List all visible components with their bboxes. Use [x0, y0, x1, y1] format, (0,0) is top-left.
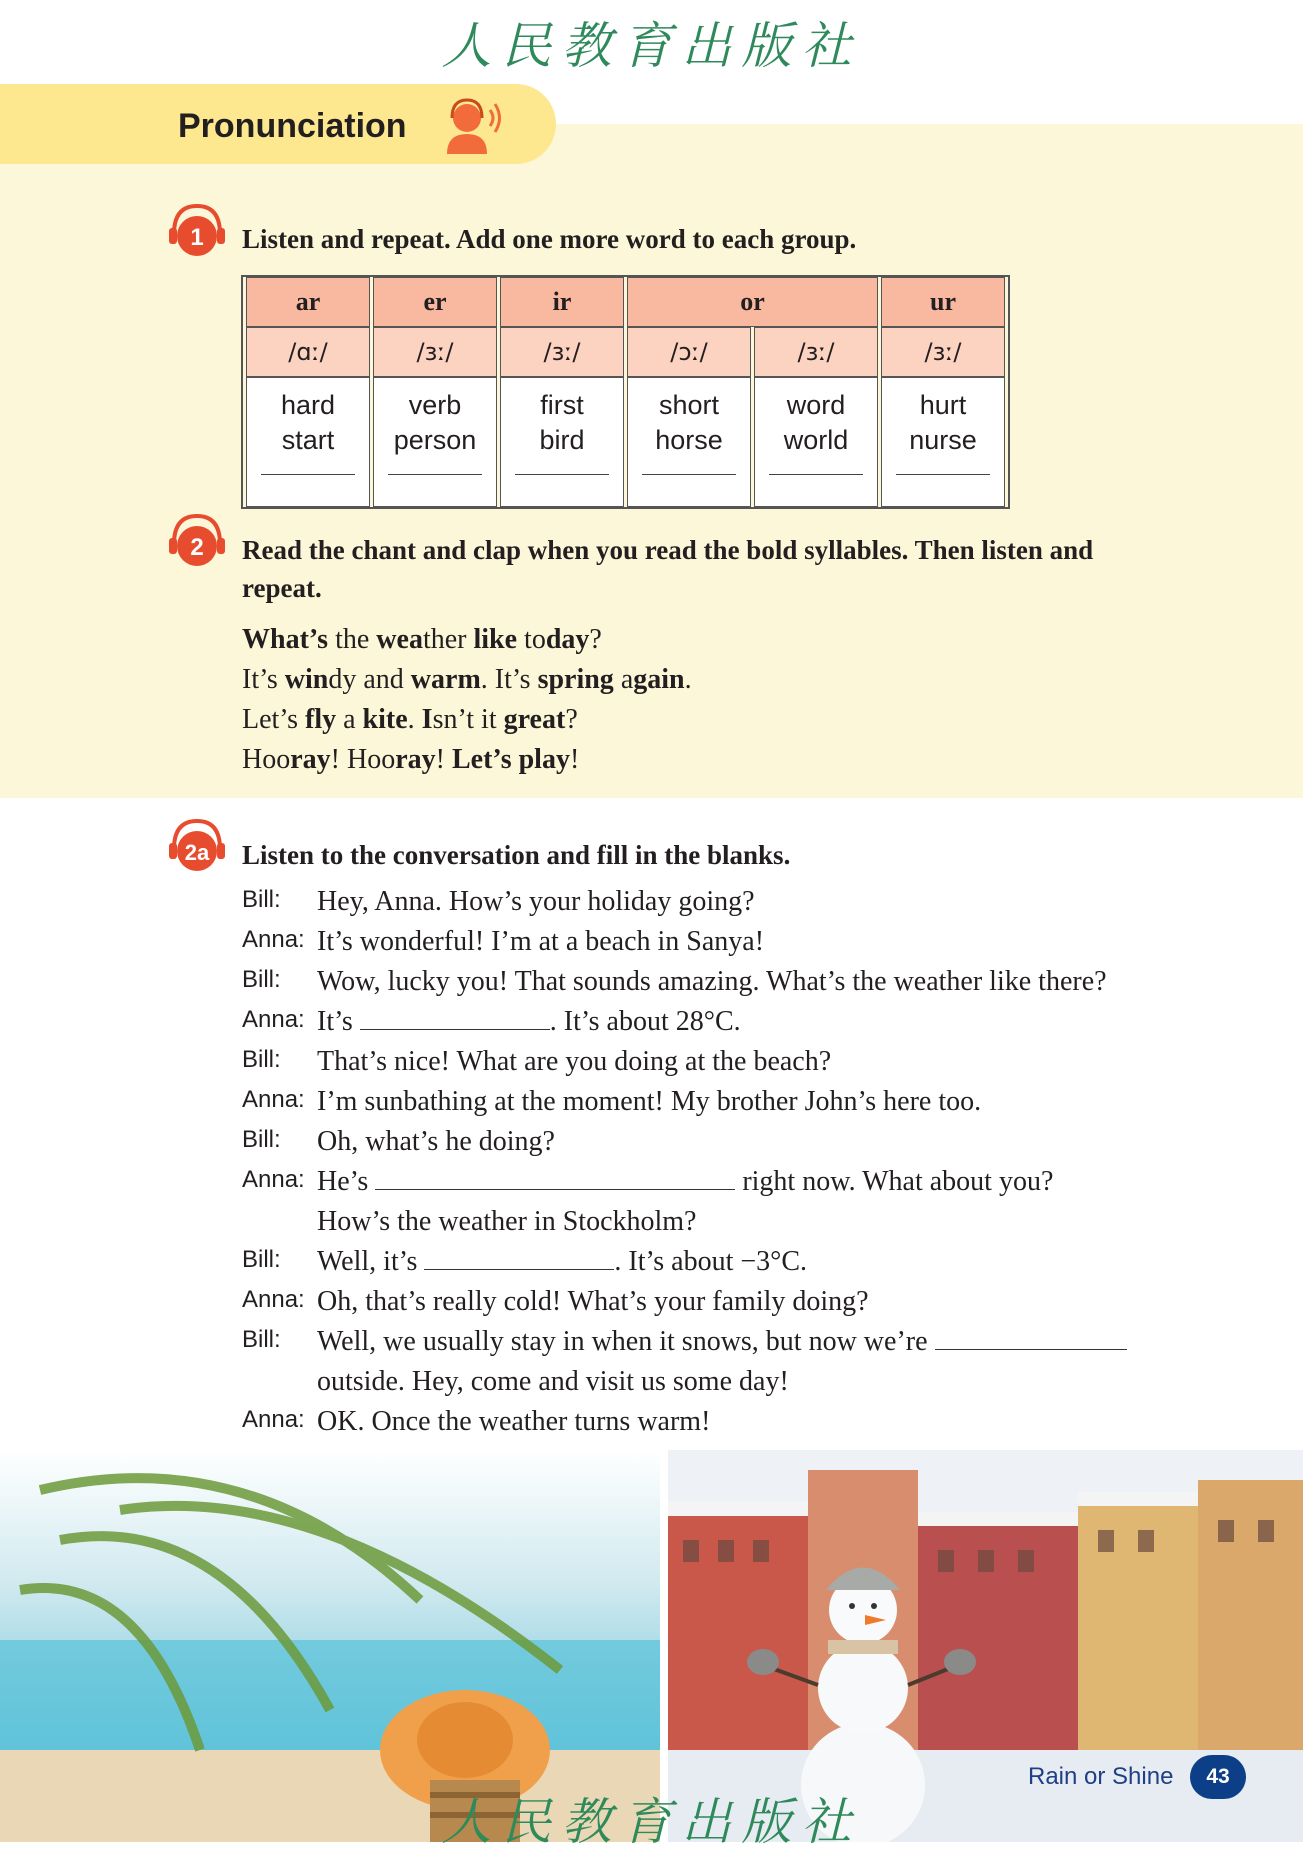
- word: verb: [408, 390, 462, 420]
- chant-line-2: It’s windy and warm. It’s spring again.: [242, 664, 692, 695]
- dialogue-text: That’s nice! What are you doing at the beach?: [317, 1046, 832, 1077]
- answer-blank[interactable]: [515, 474, 609, 475]
- text-before-blank: He’s: [317, 1166, 376, 1197]
- sound-1: /ɑː/: [246, 327, 370, 377]
- word-group-2: [373, 377, 497, 507]
- word-group-3: [500, 377, 624, 507]
- header-ur: ur: [881, 277, 1005, 327]
- word-group-1: [246, 377, 370, 507]
- activity-1-headphone-badge: [166, 200, 228, 262]
- dialogue-text: [317, 1162, 1053, 1202]
- activity-1-instruction: Listen and repeat. Add one more word to each group.: [242, 224, 857, 254]
- dialogue-text: outside. Hey, come and visit us some day!: [317, 1366, 789, 1397]
- speaker-name: Anna:: [242, 1166, 305, 1193]
- dialogue-text: [317, 1002, 741, 1042]
- speaker-name: Anna:: [242, 926, 305, 953]
- publisher-logo: 人民教育出版社: [441, 17, 862, 75]
- header-or: or: [627, 277, 878, 327]
- answer-blank[interactable]: [769, 474, 863, 475]
- unit-title: Rain or Shine: [1028, 1763, 1174, 1790]
- dialogue-text: [317, 1242, 807, 1282]
- activity-2a-instruction: Listen to the conversation and fill in the blanks.: [242, 840, 791, 870]
- header-ar: ar: [246, 277, 370, 327]
- section-title: Pronunciation: [178, 107, 407, 145]
- word: first: [540, 390, 584, 420]
- speaker-name: Bill:: [242, 1246, 281, 1273]
- sound-3: /ɜː/: [500, 327, 624, 377]
- dialogue-text: Wow, lucky you! That sounds amazing. What’s the weather like there?: [317, 966, 1107, 997]
- answer-blank[interactable]: [642, 474, 736, 475]
- sound-table: [241, 275, 1010, 509]
- speaker-name: Bill:: [242, 1126, 281, 1153]
- chant: [242, 620, 692, 780]
- word: hurt: [919, 390, 967, 420]
- text-after-blank: . It’s about 28°C.: [549, 1006, 741, 1037]
- instruction-line: Read the chant and clap when you read the bold syllables. Then listen and: [242, 535, 1094, 565]
- speaking-person-icon: [440, 96, 506, 154]
- fill-blank-family-activity[interactable]: [935, 1323, 1127, 1350]
- word: word: [786, 390, 846, 420]
- word: world: [783, 425, 849, 455]
- text-before-blank: Well, it’s: [317, 1246, 425, 1277]
- speaker-name: Anna:: [242, 1006, 305, 1033]
- word-group-4: [627, 377, 751, 507]
- word-group-6: [881, 377, 1005, 507]
- chant-line-3: Let’s fly a kite. Isn’t it great?: [242, 704, 578, 735]
- dialogue-text: How’s the weather in Stockholm?: [317, 1206, 697, 1237]
- dialogue-text: Hey, Anna. How’s your holiday going?: [317, 886, 755, 917]
- chant-line-1: What’s the weather like today?: [242, 624, 602, 655]
- speaker-name: Anna:: [242, 1286, 305, 1313]
- activity-1-number: 1: [190, 224, 204, 251]
- word-group-5: [754, 377, 878, 507]
- header-er: er: [373, 277, 497, 327]
- dialogue-text: I’m sunbathing at the moment! My brother John’s here too.: [317, 1086, 982, 1117]
- speaker-name: Anna:: [242, 1086, 305, 1113]
- word: person: [393, 425, 477, 455]
- word: nurse: [909, 425, 977, 455]
- word: start: [281, 425, 335, 455]
- text-after-blank: . It’s about −3°C.: [614, 1246, 808, 1277]
- activity-2-instruction: [242, 531, 1093, 607]
- word: hard: [280, 390, 336, 420]
- word: bird: [539, 425, 585, 455]
- instruction-line: repeat.: [242, 573, 322, 603]
- fill-blank-john-activity[interactable]: [375, 1163, 735, 1190]
- dialogue-text: [317, 1322, 1127, 1362]
- chant-line-4: Hooray! Hooray! Let’s play!: [242, 744, 580, 775]
- speaker-name: Anna:: [242, 1406, 305, 1433]
- publisher-logo-footer: 人民教育出版社: [441, 1793, 862, 1851]
- word: short: [658, 390, 720, 420]
- answer-blank[interactable]: [896, 474, 990, 475]
- activity-2a-headphone-badge: [166, 815, 228, 877]
- text-before-blank: It’s: [317, 1006, 360, 1037]
- activity-2a-number: 2a: [184, 840, 210, 865]
- fill-blank-weather-sanya[interactable]: [360, 1003, 550, 1030]
- sound-5: /ɜː/: [754, 327, 878, 377]
- sound-4: /ɔː/: [627, 327, 751, 377]
- dialogue-text: Oh, what’s he doing?: [317, 1126, 555, 1157]
- dialogue-text: It’s wonderful! I’m at a beach in Sanya!: [317, 926, 765, 957]
- page-number: 43: [1190, 1755, 1246, 1799]
- header-ir: ir: [500, 277, 624, 327]
- text-before-blank: Well, we usually stay in when it snows, but now we’re: [317, 1326, 935, 1357]
- activity-2-number: 2: [190, 534, 204, 561]
- speaker-name: Bill:: [242, 966, 281, 993]
- answer-blank[interactable]: [261, 474, 355, 475]
- text-after-blank: right now. What about you?: [735, 1166, 1054, 1197]
- dialogue-text: Oh, that’s really cold! What’s your family doing?: [317, 1286, 869, 1317]
- sound-2: /ɜː/: [373, 327, 497, 377]
- word: horse: [655, 425, 723, 455]
- activity-2-headphone-badge: [166, 510, 228, 572]
- dialogue-text: OK. Once the weather turns warm!: [317, 1406, 711, 1437]
- fill-blank-weather-stockholm[interactable]: [424, 1243, 614, 1270]
- answer-blank[interactable]: [388, 474, 482, 475]
- speaker-name: Bill:: [242, 886, 281, 913]
- speaker-name: Bill:: [242, 1046, 281, 1073]
- speaker-name: Bill:: [242, 1326, 281, 1353]
- sound-6: /ɜː/: [881, 327, 1005, 377]
